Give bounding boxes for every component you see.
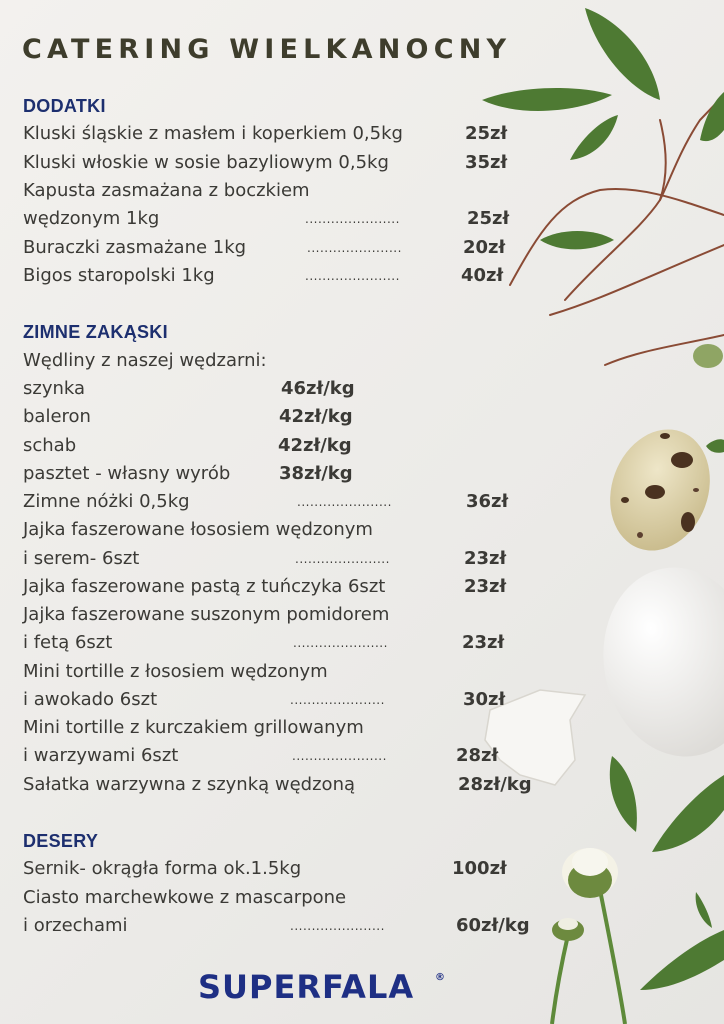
dot-leader: ...................... — [290, 919, 385, 933]
section-heading-zimne-zakaski: ZIMNE ZAKĄSKI — [23, 322, 168, 342]
menu-item: i fetą 6szt — [23, 632, 113, 653]
menu-item-price: 30zł — [463, 689, 506, 710]
menu-item: Jajka faszerowane łososiem wędzonym — [23, 519, 373, 540]
section-heading-dodatki: DODATKI — [23, 96, 106, 116]
dot-leader: ...................... — [290, 693, 385, 707]
menu-item: Buraczki zasmażane 1kg — [23, 237, 247, 258]
menu-item: Ciasto marchewkowe z mascarpone — [23, 887, 347, 908]
menu-item-price: 100zł — [452, 858, 507, 879]
brand-logo: SUPERFALA — [198, 968, 415, 1006]
white-egg — [589, 555, 724, 769]
dot-leader: ...................... — [293, 636, 388, 650]
menu-item-price: 35zł — [465, 152, 508, 173]
menu-item: Zimne nóżki 0,5kg — [23, 491, 190, 512]
menu-item: pasztet - własny wyrób — [23, 463, 231, 484]
menu-item: Mini tortille z kurczakiem grillowanym — [23, 717, 364, 738]
menu-item-price: 20zł — [463, 237, 506, 258]
menu-item: i orzechami — [23, 915, 128, 936]
menu-item: Kapusta zasmażana z boczkiem — [23, 180, 310, 201]
menu-item: Kluski śląskie z masłem i koperkiem 0,5kg — [23, 123, 403, 144]
menu-item: Bigos staropolski 1kg — [23, 265, 215, 286]
menu-item: i warzywami 6szt — [23, 745, 179, 766]
branch-twigs — [510, 95, 724, 365]
menu-item-price: 28zł — [456, 745, 499, 766]
dot-leader: ...................... — [307, 241, 402, 255]
menu-item-price: 60zł/kg — [456, 915, 530, 936]
menu-item: i awokado 6szt — [23, 689, 158, 710]
menu-item-price: 25zł — [465, 123, 508, 144]
section-heading-desery: DESERY — [23, 831, 99, 851]
dot-leader: ...................... — [297, 495, 392, 509]
menu-item-price: 40zł — [461, 265, 504, 286]
menu-item-price: 42zł/kg — [278, 435, 352, 456]
page-title: CATERING WIELKANOCNY — [22, 34, 512, 65]
menu-item-price: 23zł — [464, 548, 507, 569]
menu-item: Jajka faszerowane pastą z tuńczyka 6szt — [23, 576, 386, 597]
dot-leader: ...................... — [295, 552, 390, 566]
menu-item-price: 23zł — [464, 576, 507, 597]
menu-item-price: 25zł — [467, 208, 510, 229]
flower-buds — [552, 848, 625, 1024]
menu-item: szynka — [23, 378, 86, 399]
registered-mark: ® — [435, 972, 445, 983]
dot-leader: ...................... — [305, 212, 400, 226]
dot-leader: ...................... — [305, 269, 400, 283]
dot-leader: ...................... — [292, 749, 387, 763]
menu-item: baleron — [23, 406, 91, 427]
menu-item: Sernik- okrągła forma ok.1.5kg — [23, 858, 302, 879]
menu-item: Mini tortille z łososiem wędzonym — [23, 661, 328, 682]
menu-item-price: 38zł/kg — [279, 463, 353, 484]
menu-item: Sałatka warzywna z szynką wędzoną — [23, 774, 356, 795]
menu-item-price: 36zł — [466, 491, 509, 512]
menu-item-price: 46zł/kg — [281, 378, 355, 399]
menu-item: Jajka faszerowane suszonym pomidorem — [23, 604, 390, 625]
menu-item: Kluski włoskie w sosie bazyliowym 0,5kg — [23, 152, 389, 173]
quail-egg — [594, 415, 724, 564]
menu-item-price: 42zł/kg — [279, 406, 353, 427]
menu-item: Wędliny z naszej wędzarni: — [23, 350, 267, 371]
bud — [693, 344, 723, 368]
menu-item-price: 23zł — [462, 632, 505, 653]
menu-item: wędzonym 1kg — [23, 208, 160, 229]
menu-item: schab — [23, 435, 77, 456]
menu-item-price: 28zł/kg — [458, 774, 532, 795]
menu-item: i serem- 6szt — [23, 548, 140, 569]
